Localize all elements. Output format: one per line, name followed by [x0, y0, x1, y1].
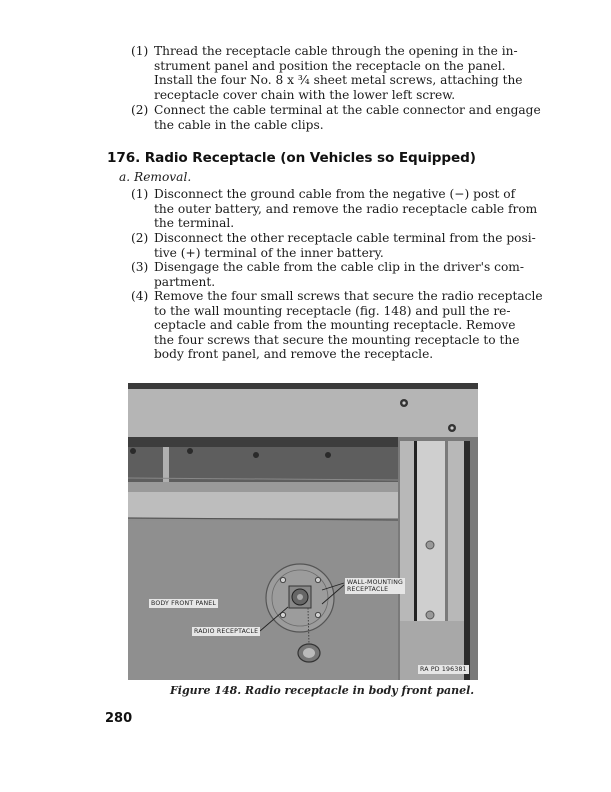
step-number: (1): [131, 187, 149, 201]
bracket: [448, 441, 464, 621]
step-text: Disengage the cable from the cable clip in the driver's com- partment.: [154, 260, 524, 289]
bracket: [400, 441, 414, 621]
bracket: [417, 441, 445, 621]
callout-radio-receptacle: RADIO RECEPTACLE: [194, 628, 259, 635]
step-text: Disconnect the ground cable from the negative (−) post of the outer battery, and remove the radio receptacle cable from the terminal.: [154, 187, 538, 231]
subheading-removal: a. Removal.: [119, 170, 192, 184]
upper-panel: [128, 389, 478, 437]
step-number: (2): [131, 103, 149, 117]
bolt: [426, 611, 434, 619]
top-edge: [128, 383, 478, 389]
bolt: [426, 541, 434, 549]
step-text: Connect the cable terminal at the cable connector and engage the cable in the cable clips.: [154, 103, 541, 132]
step-text: Remove the four small screws that secure the radio receptacle to the wall mounting receptacle (fig. 148) and pull the re- ceptacle and cable from the mounting receptacle. Remove the four screws that secure the mounting receptacle to the body front panel, and remove the receptacle.: [154, 289, 543, 362]
callout-wall-mounting-receptacle: WALL-MOUNTING RECEPTACLE: [347, 579, 404, 593]
step-number: (1): [131, 44, 149, 58]
step-text: Thread the receptacle cable through the opening in the in- strument panel and position the receptacle on the panel. Install the four No. 8 x ¾ sheet metal screws, attaching the receptacle cover chain with the lower left screw.: [154, 44, 523, 102]
figure-photo: [128, 383, 478, 680]
section-heading: 176. Radio Receptacle (on Vehicles so Equipped): [107, 150, 476, 166]
callout-body-front-panel: BODY FRONT PANEL: [151, 600, 217, 607]
figure-caption: Figure 148. Radio receptacle in body front panel.: [170, 684, 475, 697]
figure-reference-number: RA PD 196381: [420, 666, 467, 673]
step-number: (3): [131, 260, 149, 274]
lower-rail: [128, 492, 398, 518]
step-text: Disconnect the other receptacle cable terminal from the posi- tive (+) terminal of the inner battery.: [154, 231, 536, 260]
photo-illustration: [128, 383, 478, 680]
step-number: (4): [131, 289, 149, 303]
step-number: (2): [131, 231, 149, 245]
page-number: 280: [105, 711, 133, 726]
